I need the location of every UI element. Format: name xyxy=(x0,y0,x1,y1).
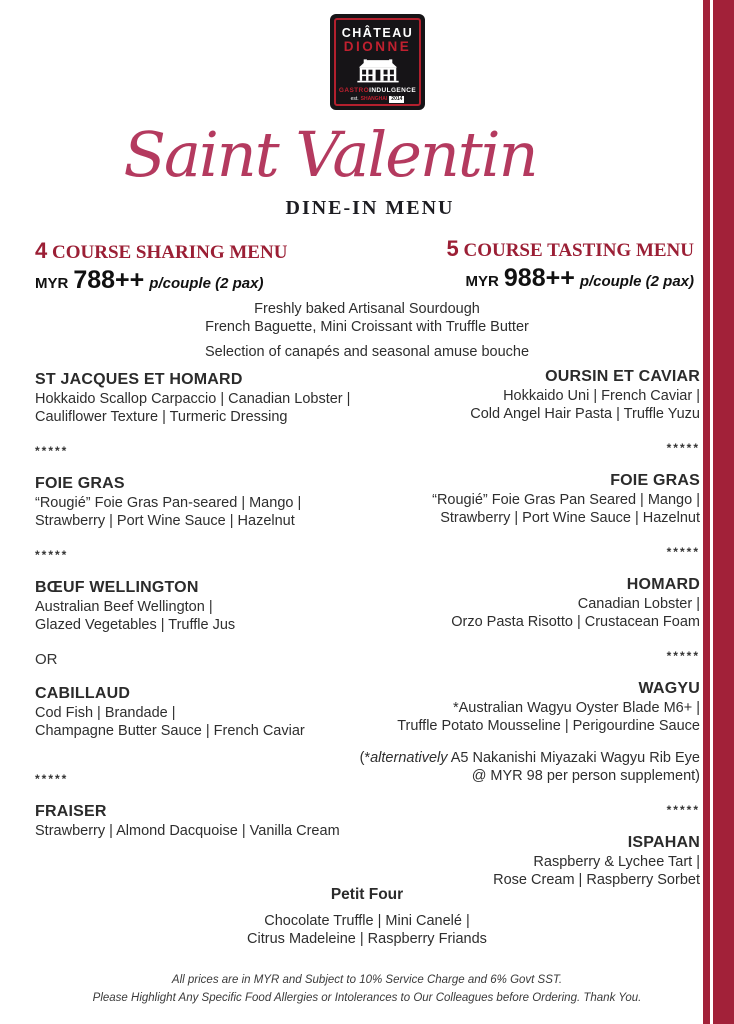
or-divider: OR xyxy=(35,651,58,668)
sharing-menu-header xyxy=(35,240,287,295)
dish-description: Cauliflower Texture | Turmeric Dressing xyxy=(35,409,288,425)
intro-line: Freshly baked Artisanal Sourdough xyxy=(254,301,480,317)
footer-line-pricing: All prices are in MYR and Subject to 10% Service Charge and 6% Govt SST. xyxy=(171,974,563,986)
dish-title: ISPAHAN xyxy=(627,834,700,851)
sharing-menu-column xyxy=(35,370,365,840)
dish-description: Strawberry | Port Wine Sauce | Hazelnut xyxy=(35,513,295,529)
dish-description: “Rougié” Foie Gras Pan-seared | Mango | xyxy=(35,495,302,511)
menu-section xyxy=(35,370,365,458)
logo-name-line2: DIONNE xyxy=(343,39,412,54)
logo-name-line1: CHÂTEAU xyxy=(341,26,414,40)
tasting-menu-amount: 988++ xyxy=(503,264,575,292)
menu-section xyxy=(35,802,365,840)
petit-four-line: Chocolate Truffle | Mini Canelé | xyxy=(264,913,470,929)
intro-line: Selection of canapés and seasonal amuse bouche xyxy=(204,344,530,360)
dish-title: BŒUF WELLINGTON xyxy=(35,579,199,596)
dish-description: Glazed Vegetables | Truffle Jus xyxy=(35,617,236,633)
chateau-house-icon xyxy=(354,57,402,84)
course-divider: ***** xyxy=(666,649,700,663)
dish-description: Cold Angel Hair Pasta | Truffle Yuzu xyxy=(470,406,700,422)
footer-disclaimer xyxy=(0,971,734,1007)
dish-description: Australian Beef Wellington | xyxy=(35,599,213,615)
tasting-menu-pax-note: p/couple (2 pax) xyxy=(579,273,694,290)
menu-section xyxy=(350,575,700,663)
logo-city: SHANGHAI xyxy=(360,96,388,102)
dish-description: Raspberry & Lychee Tart | xyxy=(533,854,700,870)
menu-section xyxy=(35,684,365,786)
course-divider: ***** xyxy=(666,545,700,559)
sharing-menu-price xyxy=(35,266,287,295)
petit-four-section xyxy=(0,885,734,948)
sharing-menu-pax-note: p/couple (2 pax) xyxy=(149,275,264,292)
menu-section xyxy=(350,679,700,817)
tasting-menu-column xyxy=(350,367,700,889)
tasting-menu-currency: MYR xyxy=(465,273,499,290)
tasting-menu-title xyxy=(446,238,694,262)
dish-title: FOIE GRAS xyxy=(610,472,700,489)
page-edge-band-stripe xyxy=(710,0,713,1024)
logo-tagline-gastro: GASTRO xyxy=(338,87,370,94)
dish-title: FOIE GRAS xyxy=(35,475,125,492)
logo-established-line xyxy=(351,96,405,103)
restaurant-logo xyxy=(330,14,425,110)
menu-section xyxy=(350,833,700,889)
menu-section xyxy=(35,578,365,669)
dish-title: OURSIN ET CAVIAR xyxy=(545,368,700,385)
note-prefix: (* xyxy=(359,750,371,766)
bread-and-canape-intro xyxy=(0,300,734,361)
tasting-menu-title-text: COURSE TASTING MENU xyxy=(458,240,694,261)
logo-year-badge: 2014 xyxy=(391,96,403,102)
dish-description: Orzo Pasta Risotto | Crustacean Foam xyxy=(451,614,700,630)
dish-description: Hokkaido Uni | French Caviar | xyxy=(503,388,700,404)
logo-tagline xyxy=(339,87,416,95)
dish-description: Strawberry | Port Wine Sauce | Hazelnut xyxy=(440,510,700,526)
dish-description: Rose Cream | Raspberry Sorbet xyxy=(493,872,700,888)
sharing-menu-title xyxy=(35,240,287,264)
page-edge-band xyxy=(703,0,734,1024)
course-divider: ***** xyxy=(666,441,700,455)
dish-title: CABILLAUD xyxy=(35,685,131,702)
dish-description: Cod Fish | Brandade | xyxy=(35,705,176,721)
logo-tagline-indulgence: INDULGENCE xyxy=(369,87,417,94)
note-rest: A5 Nakanishi Miyazaki Wagyu Rib Eye xyxy=(447,750,700,766)
page-subtitle: DINE-IN MENU xyxy=(285,197,455,219)
tasting-menu-header xyxy=(446,238,694,293)
note-italic-word: alternatively xyxy=(370,750,448,766)
menu-section xyxy=(35,474,365,562)
petit-four-title: Petit Four xyxy=(330,886,404,903)
course-divider: ***** xyxy=(666,803,700,817)
wagyu-alternative-note xyxy=(350,749,700,767)
course-divider: ***** xyxy=(35,772,69,786)
dish-description: Strawberry | Almond Dacquoise | Vanilla Cream xyxy=(35,823,340,839)
footer-line-allergies: Please Highlight Any Specific Food Allergies or Intolerances to Our Colleagues before Ordering. Thank You. xyxy=(92,992,642,1004)
sharing-menu-currency: MYR xyxy=(35,275,69,292)
menu-section xyxy=(350,367,700,455)
dish-description: *Australian Wagyu Oyster Blade M6+ | xyxy=(452,700,700,716)
dish-description: “Rougié” Foie Gras Pan Seared | Mango | xyxy=(432,492,700,508)
dish-title: ST JACQUES ET HOMARD xyxy=(35,371,243,388)
dish-title: FRAISER xyxy=(35,803,107,820)
dish-title: HOMARD xyxy=(626,576,700,593)
dish-description: Canadian Lobster | xyxy=(577,596,700,612)
dish-title: WAGYU xyxy=(638,680,700,697)
logo-est-label: est. xyxy=(350,96,359,102)
intro-line: French Baguette, Mini Croissant with Truffle Butter xyxy=(205,319,529,335)
sharing-menu-amount: 788++ xyxy=(73,266,145,294)
course-divider: ***** xyxy=(35,548,69,562)
menu-section xyxy=(350,471,700,559)
petit-four-line: Citrus Madeleine | Raspberry Friands xyxy=(247,931,487,947)
wagyu-alternative-note-line2: @ MYR 98 per person supplement) xyxy=(471,768,700,784)
tasting-menu-price xyxy=(446,264,694,293)
dish-description: Champagne Butter Sauce | French Caviar xyxy=(35,723,305,739)
sharing-menu-title-text: COURSE SHARING MENU xyxy=(47,242,288,263)
dish-description: Truffle Potato Mousseline | Perigourdine Sauce xyxy=(397,718,700,734)
course-divider: ***** xyxy=(35,444,69,458)
dish-description: Hokkaido Scallop Carpaccio | Canadian Lobster | xyxy=(35,391,351,407)
sharing-menu-course-count: 4 xyxy=(35,238,48,263)
tasting-menu-course-count: 5 xyxy=(446,236,459,261)
page-title-script: Saint Valentin xyxy=(123,118,537,191)
